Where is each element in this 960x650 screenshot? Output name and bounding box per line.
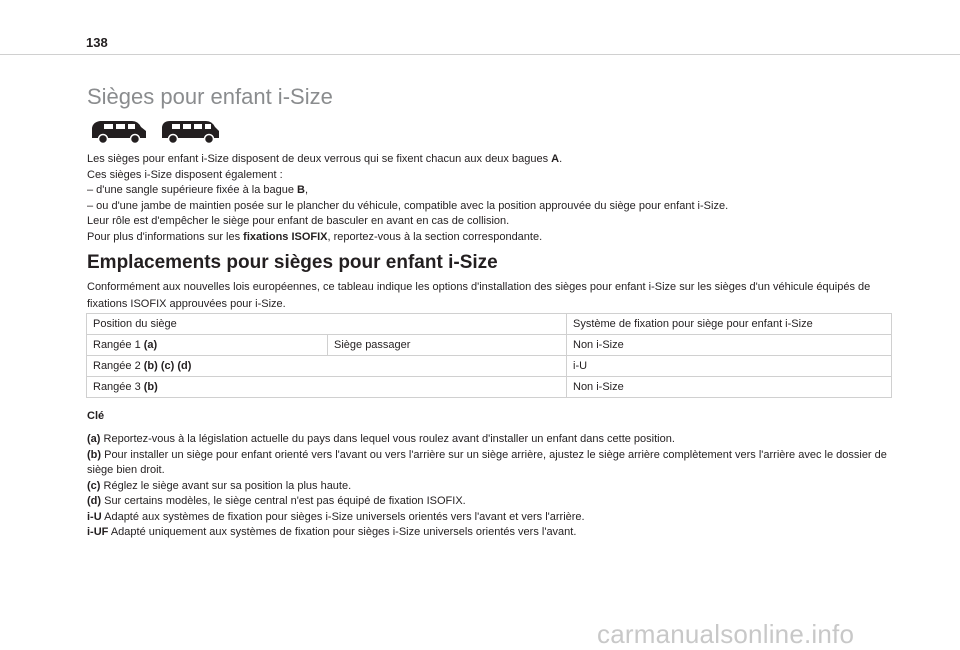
page-number: 138	[86, 35, 108, 50]
intro-text	[87, 152, 887, 245]
key-item: i-UF Adapté uniquement aux systèmes de fixation pour sièges i-Size universels orientés vers l'avant.	[87, 526, 577, 538]
header-divider	[0, 54, 960, 55]
intro-line: – ou d'une jambe de maintien posée sur le plancher du véhicule, compatible avec la position approuvée du siège pour enfant i-Size.	[87, 199, 729, 212]
intro-line: Les sièges pour enfant i-Size disposent de deux verrous qui se fixent chacun aux deux bagues A.	[87, 153, 563, 165]
table-cell-value: Non i-Size	[567, 377, 892, 398]
table-row	[87, 335, 892, 356]
intro-line: – d'une sangle supérieure fixée à la bague B,	[87, 184, 309, 196]
table-header-position: Position du siège	[87, 314, 567, 335]
key-title: Clé	[87, 410, 105, 422]
key-list	[87, 432, 887, 541]
table-header-system: Système de fixation pour siège pour enfant i-Size	[567, 314, 892, 335]
key-item: i-U Adapté aux systèmes de fixation pour sièges i-Size universels orientés vers l'avant et vers l'arrière.	[87, 510, 585, 523]
intro-line: Leur rôle est d'empêcher le siège pour enfant de basculer en avant en cas de collision.	[87, 215, 510, 227]
key-item: (d) Sur certains modèles, le siège central n'est pas équipé de fixation ISOFIX.	[87, 495, 466, 507]
key-item: (b) Pour installer un siège pour enfant orienté vers l'avant ou vers l'arrière sur un siège arrière, ajustez le siège arrière complètement vers l'arrière avec le dossier de siège bien droit.	[87, 448, 887, 476]
table-row	[87, 377, 892, 398]
intro-line: Pour plus d'informations sur les fixations ISOFIX, reportez-vous à la section correspondante.	[87, 230, 543, 243]
table-cell-position: Rangée 2 (b) (c) (d)	[87, 356, 567, 377]
van-short-icon	[88, 118, 148, 144]
table-cell-position: Rangée 1 (a)	[87, 335, 328, 356]
table-cell-position: Rangée 3 (b)	[87, 377, 567, 398]
key-item: (a) Reportez-vous à la législation actuelle du pays dans lequel vous roulez avant d'installer un enfant dans cette position.	[87, 433, 675, 445]
isofix-table	[86, 313, 892, 398]
van-long-icon	[160, 118, 220, 144]
page-title: Sièges pour enfant i-Size	[87, 84, 333, 109]
key-item: (c) Réglez le siège avant sur sa position la plus haute.	[87, 479, 352, 492]
table-cell-value: Non i-Size	[567, 335, 892, 356]
table-row	[87, 356, 892, 377]
table-cell-seat: Siège passager	[328, 335, 567, 356]
intro-line: Ces sièges i-Size disposent également :	[87, 168, 283, 181]
watermark: carmanualsonline.info	[597, 619, 855, 649]
table-cell-value: i-U	[567, 356, 892, 377]
section-intro: Conformément aux nouvelles lois européennes, ce tableau indique les options d'installation des sièges pour enfant i-Size sur les sièges d'un véhicule équipés de fixations ISOFIX approuvées pour i-Size.	[87, 281, 871, 310]
section-heading: Emplacements pour sièges pour enfant i-Size	[87, 252, 498, 273]
vehicle-icons	[88, 118, 220, 144]
table-header-row	[87, 314, 892, 335]
